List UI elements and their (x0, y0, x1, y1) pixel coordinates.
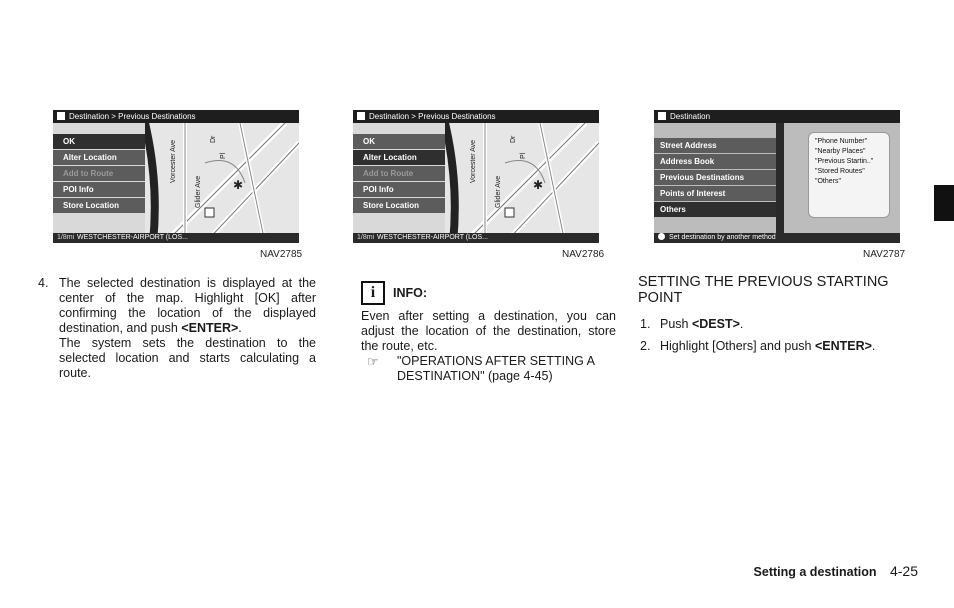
step-4 (38, 276, 316, 381)
bubble-line: "Nearby Places" (815, 148, 866, 155)
menu-divider (776, 123, 784, 233)
step-end: . (739, 317, 744, 331)
figure-caption-1: NAV2785 (260, 249, 303, 260)
menu-item-ok[interactable]: OK (353, 134, 445, 149)
step-end: . (238, 321, 242, 335)
footer-text: WESTCHESTER-AIRPORT (LOS... (77, 234, 188, 241)
street-label-4: Pl (520, 152, 527, 159)
screen-menu (53, 134, 145, 214)
screen-footer (353, 233, 599, 243)
destination-icon (658, 112, 666, 120)
screen-menu (654, 138, 776, 218)
info-icon: i (361, 281, 385, 305)
voice-command-bubble (808, 132, 890, 218)
screen-menu (353, 134, 445, 214)
destination-icon (357, 112, 365, 120)
screen-footer (53, 233, 299, 243)
screen-header (353, 110, 599, 123)
menu-item-ok[interactable]: OK (53, 134, 145, 149)
menu-item-others[interactable]: Others (654, 202, 776, 217)
menu-item-poi-info[interactable]: POI Info (53, 182, 145, 197)
info-box (361, 281, 616, 384)
footer-text: Set destination by another method (669, 234, 776, 241)
map-view (145, 123, 299, 243)
reference-hand-icon: ☞ (367, 354, 379, 369)
step-1 (640, 317, 920, 332)
map-view (445, 123, 599, 243)
menu-item-poi-info[interactable]: POI Info (353, 182, 445, 197)
nav-screen-2 (353, 110, 599, 243)
menu-item-alter-location[interactable]: Alter Location (53, 150, 145, 165)
step-body: Push (660, 317, 692, 331)
section-tab (934, 185, 954, 221)
step-text (59, 276, 316, 336)
vehicle-icon (505, 208, 514, 217)
step-number: 2. (640, 339, 651, 353)
figure-caption-2: NAV2786 (562, 249, 605, 260)
street-label-3: Dr (510, 135, 517, 143)
info-text: Even after setting a destination, you can adjust the location of the destination, store the route, etc. (361, 309, 616, 353)
bubble-line: "Others" (815, 178, 841, 185)
bubble-line: "Stored Routes" (815, 168, 865, 175)
step-number: 4. (38, 276, 49, 290)
screen-header (654, 110, 900, 123)
nav-screen-1 (53, 110, 299, 243)
map-scale: 1/8mi (57, 234, 75, 241)
destination-flag-icon: ✱ (233, 178, 244, 192)
menu-item-store-location[interactable]: Store Location (353, 198, 445, 213)
nav-screen-3 (654, 110, 900, 243)
menu-item-add-to-route[interactable]: Add to Route (353, 166, 445, 181)
map-scale: 1/8mi (357, 234, 375, 241)
menu-item-alter-location[interactable]: Alter Location (353, 150, 445, 165)
vehicle-icon (205, 208, 214, 217)
step-body: Highlight [Others] and push (660, 339, 815, 353)
menu-item-street-address[interactable]: Street Address (654, 138, 776, 153)
screen-header (53, 110, 299, 123)
menu-item-points-of-interest[interactable]: Points of Interest (654, 186, 776, 201)
street-label-4: Pl (220, 152, 227, 159)
street-label-1: Vorcester Ave (470, 139, 477, 183)
bubble-line: "Previous Startin.." (815, 158, 874, 165)
header-text: Destination (670, 112, 711, 121)
enter-key-label: <ENTER> (814, 339, 872, 353)
page-footer (700, 563, 918, 579)
menu-item-address-book[interactable]: Address Book (654, 154, 776, 169)
info-icon (658, 233, 665, 240)
screen-footer (654, 233, 900, 243)
step-note: The system sets the destination to the selected location and starts calculating a route. (59, 336, 316, 380)
street-label-2: Glider Ave (495, 175, 502, 208)
destination-flag-icon: ✱ (533, 178, 544, 192)
figure-caption-3: NAV2787 (863, 249, 906, 260)
footer-text: WESTCHESTER-AIRPORT (LOS... (377, 234, 488, 241)
header-text: Destination > Previous Destinations (369, 112, 496, 121)
page-number: 4-25 (889, 563, 918, 579)
street-label-1: Vorcester Ave (170, 139, 177, 183)
street-label-2: Glider Ave (195, 175, 202, 208)
section-heading: SETTING THE PREVIOUS STARTING POINT (638, 274, 889, 306)
menu-item-store-location[interactable]: Store Location (53, 198, 145, 213)
header-text: Destination > Previous Destinations (69, 112, 196, 121)
destination-icon (57, 112, 65, 120)
street-label-3: Dr (210, 135, 217, 143)
step-body: The selected destination is displayed at the center of the map. Highlight [OK] after confirming the location of the displayed destination, and push (59, 276, 316, 335)
dest-key-label: <DEST> (691, 317, 740, 331)
info-label: INFO: (393, 286, 428, 300)
menu-item-previous-destinations[interactable]: Previous Destinations (654, 170, 776, 185)
bubble-line: "Phone Number" (815, 138, 868, 145)
step-end: . (871, 339, 876, 353)
step-number: 1. (640, 317, 651, 331)
enter-key-label: <ENTER> (181, 321, 239, 335)
section-name: Setting a destination (753, 565, 877, 579)
step-2 (640, 339, 920, 354)
menu-item-add-to-route[interactable]: Add to Route (53, 166, 145, 181)
reference-text: "OPERATIONS AFTER SETTING A DESTINATION" (page 4-45) (397, 354, 595, 383)
